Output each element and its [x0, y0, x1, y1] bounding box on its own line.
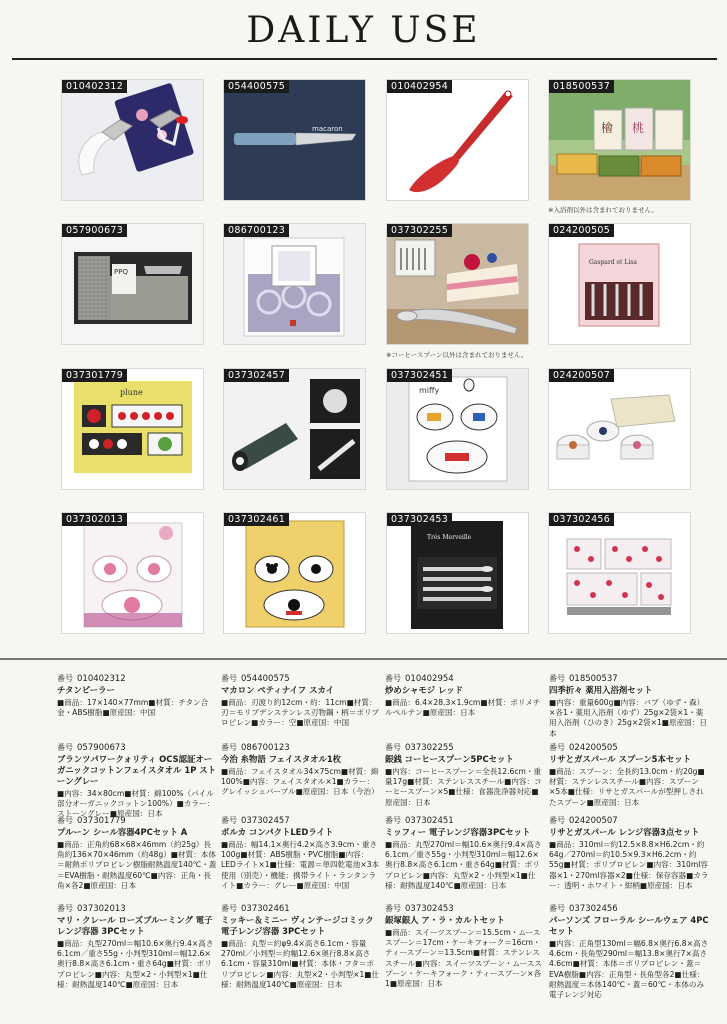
product-number-value: 010402312: [77, 674, 126, 684]
product-card-spatula[interactable]: [386, 79, 529, 201]
product-spec: ■商品：17×140×77mm■材質：チタン合金・ABS樹脂■原産国：中国: [57, 698, 209, 718]
plune-label: plune: [120, 388, 143, 397]
product-code: 037302453: [387, 513, 452, 526]
product-spec: ■内容：正角型130ml＝幅6.8×奥行6.8×高さ4.6cm・長角型290ml＝幅13.8×奥行7×高さ4.6cm■材質：本体＝ポリプロピレン・蓋＝EVA樹脂■内容：正角型・長角型各2■仕様：耐熱温度＝本体140℃・蓋＝60℃・本体のみ電子レンジ対応: [549, 939, 709, 1000]
number-label: 番号: [549, 816, 565, 825]
miffy-label: miffy: [419, 386, 440, 395]
product-card-coffee-spoons[interactable]: [386, 223, 529, 345]
bath-label-a: 檜: [601, 121, 614, 135]
product-card-lisa-containers[interactable]: [548, 368, 691, 490]
rose-containers-photo: [62, 513, 203, 633]
product-code: 024200505: [549, 224, 614, 237]
number-label: 番号: [221, 816, 237, 825]
plune-containers-photo: [62, 369, 203, 489]
product-description: [549, 742, 709, 808]
product-number: [221, 742, 381, 754]
product-number-value: 037302461: [241, 904, 290, 914]
number-label: 番号: [57, 904, 73, 913]
product-description: [221, 903, 381, 990]
product-description: [549, 903, 709, 1000]
product-code: 010402954: [387, 80, 452, 93]
product-name: マカロン ペティナイフ スカイ: [221, 685, 334, 695]
product-description: [385, 903, 545, 989]
product-number: [57, 673, 217, 685]
product-number-value: 037302453: [405, 904, 454, 914]
product-description: [57, 742, 217, 820]
product-name: 今治 糸物語 フェイスタオル1枚: [221, 754, 342, 764]
number-label: 番号: [549, 674, 565, 683]
knife-photo: [224, 80, 365, 200]
product-description: [221, 673, 381, 729]
product-description: [385, 673, 545, 718]
product-card-led-light[interactable]: [223, 368, 366, 490]
product-name: ブランツパワークォリティ OCS認証オーガニックコットンフェイスタオル 1P ストーングレー: [57, 754, 216, 786]
number-label: 番号: [221, 743, 237, 752]
product-number: [549, 673, 709, 685]
product-number: [549, 742, 709, 754]
led-light-photo: [224, 369, 365, 489]
product-number: [385, 815, 545, 827]
product-number: [549, 903, 709, 915]
product-description: [57, 903, 217, 990]
product-spec: ■商品：刃渡り約12cm・約：11cm■材質：刃＝モリブデンステンレス刃物鋼・柄＝ポリプロピレン■カラー：空■原産国：中国: [221, 698, 380, 728]
product-number-value: 037302457: [241, 816, 290, 826]
product-description: [57, 673, 217, 718]
product-name: リサとガスパール スプーン5本セット: [549, 754, 691, 764]
product-card-mickey-containers[interactable]: [223, 512, 366, 634]
organic-towel-photo: [62, 224, 203, 344]
peeler-photo: [62, 80, 203, 200]
number-label: 番号: [549, 904, 565, 913]
lisa-containers-photo: [549, 369, 690, 489]
product-code: 037302461: [224, 513, 289, 526]
number-label: 番号: [385, 904, 401, 913]
product-code: 037302456: [549, 513, 614, 526]
product-spec: ■内容：コーヒースプーン＝全長12.6cm・重量17g■材質：ステンレススチール■内容：コーヒースプーン×5■仕様：食器洗浄器対応■原産国：日本: [385, 767, 542, 807]
product-description: [221, 815, 381, 891]
product-card-rose-containers[interactable]: [61, 512, 204, 634]
product-name: 銀塚銀人 ア・ラ・カルトセット: [385, 915, 505, 925]
miffy-containers-photo: [387, 369, 528, 489]
svg-text:PPQ: PPQ: [114, 268, 128, 276]
product-card-bath-salts[interactable]: [548, 79, 691, 201]
product-card-plune-containers[interactable]: [61, 368, 204, 490]
product-spec: ■商品：310ml＝約12.5×8.8×H6.2cm・約64g／270ml＝約10.5×9.3×H6.2cm・約55g■材質：ポリプロピレン■内容：310ml容器×1・270ml容器×2■仕様：保存容器■カラー：透明・ホワイト・紺柄■原産国：日本: [549, 840, 709, 890]
product-description: [549, 815, 709, 891]
page-fold-line: [0, 658, 727, 660]
product-number-value: 054400575: [241, 674, 290, 684]
product-card-floral-sealware[interactable]: [548, 512, 691, 634]
product-card-knife[interactable]: [223, 79, 366, 201]
title-rule: [12, 58, 717, 60]
product-spec: ■商品：スイーツスプーン＝15.5cm・ムース スプーン＝17cm・ケーキフォーク＝16cm・ティースプーン＝13.5cm■材質：ステンレススチール■内容：スイーツスプーン・ムーススプーン・ケーキフォーク・ティースプーン×各1■原産国：日本: [385, 928, 542, 989]
product-number: [221, 903, 381, 915]
product-description: [57, 815, 217, 891]
number-label: 番号: [549, 743, 565, 752]
product-number: [57, 815, 217, 827]
product-code: 086700123: [224, 224, 289, 237]
number-label: 番号: [57, 743, 73, 752]
product-description: [385, 742, 545, 808]
product-number-value: 024200507: [569, 816, 618, 826]
product-spec: ■商品：丸型270ml＝幅10.6×奥行9.4×高さ6.1cm／重さ55g・小判型310ml＝幅12.6×奥行8.8×高さ6.1cm・重さ64g■材質：ポリプロピレン■内容：丸型×2・小判型×1■仕様：耐熱温度140℃■原産国：日本: [385, 840, 542, 890]
product-number-value: 018500537: [569, 674, 618, 684]
product-name: プルーン シール容器4PCセット A: [57, 827, 188, 837]
product-code: 037301779: [62, 369, 127, 382]
product-name: ミッフィー 電子レンジ容器3PCセット: [385, 827, 531, 837]
bath-note: ※入浴剤以外は含まれておりません。: [548, 206, 658, 214]
spatula-photo: [387, 80, 528, 200]
product-name: 炒めシャモジ レッド: [385, 685, 464, 695]
product-card-miffy-containers[interactable]: [386, 368, 529, 490]
number-label: 番号: [221, 904, 237, 913]
product-number-value: 086700123: [241, 743, 290, 753]
mickey-containers-photo: [224, 513, 365, 633]
product-number-value: 037302255: [405, 743, 454, 753]
product-spec: ■商品：丸型＝約φ9.4×高さ6.1cm・容量270ml／小判型＝約幅12.6×奥行8.8×高さ6.1cm・容量310ml■材質：本体・フタ＝ポリプロピレン■内容：丸型×2・小判型×1■仕様：耐熱温度140℃■原産国：日本: [221, 939, 380, 989]
number-label: 番号: [385, 743, 401, 752]
product-code: 010402312: [62, 80, 127, 93]
product-name: マリ・クレール ローズブルーミング 電子レンジ容器 3PCセット: [57, 915, 213, 936]
imabari-towel-photo: [224, 224, 365, 344]
product-name: ミッキー＆ミニー ヴィンテージコミック 電子レンジ容器 3PCセット: [221, 915, 374, 936]
number-label: 番号: [57, 674, 73, 683]
number-label: 番号: [385, 674, 401, 683]
page-title: DAILY USE: [246, 10, 481, 51]
product-number: [385, 673, 545, 685]
product-number-value: 024200505: [569, 743, 618, 753]
coffee-spoons-photo: [387, 224, 528, 344]
product-number: [385, 903, 545, 915]
bath-salts-photo: [549, 80, 690, 200]
product-card-lisa-spoons[interactable]: [548, 223, 691, 345]
product-name: 銀銭 コーヒースプーン5PCセット: [385, 754, 514, 764]
product-code: 037302457: [224, 369, 289, 382]
product-number: [57, 742, 217, 754]
product-spec: ■商品：フェイスタオル34×75cm■材質：綿100%■内容：フェイスタオル×1■カラー：グレイッシュパープル■原産国：日本（今治）: [221, 767, 379, 797]
lisa-spoons-photo: [549, 224, 690, 344]
knife-brand-label: macaron: [312, 125, 343, 133]
product-number-value: 010402954: [405, 674, 454, 684]
product-description: [549, 673, 709, 739]
product-number-value: 037301779: [77, 816, 126, 826]
product-code: 037302451: [387, 369, 452, 382]
coffee-note: ※コーヒースプーン以外は含まれておりません。: [386, 351, 528, 359]
number-label: 番号: [57, 816, 73, 825]
cutlery-set-photo: [387, 513, 528, 633]
product-spec: ■商品：スプーン：全長約13.0cm・約20g■材質：ステンレススチール■内容：スプーン×5本■仕様：リサとガスパールが型押しされたスプーン■原産国：日本: [549, 767, 705, 807]
bath-label-b: 桃: [632, 121, 645, 135]
product-spec: ■内容：重量600g■内容：バブ（ゆず・森）×各1・薬用入浴剤（ゆず）25g×2袋×1・薬用入浴剤（ひのき）25g×2袋×1■原産国：日本: [549, 698, 707, 738]
product-spec: ■商品：6.4×28.3×1.9cm■材質：ポリメチルペルテン■原産国：日本: [385, 698, 541, 718]
product-card-peeler[interactable]: [61, 79, 204, 201]
lisa-label: Gaspard et Lisa: [589, 259, 637, 266]
number-label: 番号: [385, 816, 401, 825]
product-number-value: 037302451: [405, 816, 454, 826]
product-code: 024200507: [549, 369, 614, 382]
product-card-organic-towel[interactable]: [61, 223, 204, 345]
product-description: [221, 742, 381, 798]
product-number-value: 037302013: [77, 904, 126, 914]
product-number-value: 037302456: [569, 904, 618, 914]
product-name: パーソンズ フローラル シールウェア 4PCセット: [549, 915, 709, 936]
product-spec: ■内容：34×80cm■材質：綿100%（パイル部分オーガニックコットン100%）■カラー：ストーングレー■原産国：日本: [57, 789, 215, 819]
number-label: 番号: [221, 674, 237, 683]
product-name: ポルカ コンパクトLEDライト: [221, 827, 334, 837]
product-card-imabari-towel[interactable]: [223, 223, 366, 345]
product-number: [549, 815, 709, 827]
product-name: 四季折々 薬用入浴剤セット: [549, 685, 653, 695]
product-code: 054400575: [224, 80, 289, 93]
product-number: [57, 903, 217, 915]
product-name: リサとガスパール レンジ容器3点セット: [549, 827, 700, 837]
product-description: [385, 815, 545, 891]
product-number: [221, 815, 381, 827]
product-number: [221, 673, 381, 685]
product-code: 037302255: [387, 224, 452, 237]
product-number-value: 057900673: [77, 743, 126, 753]
cutlery-brand-label: Trés Merveille: [427, 534, 472, 541]
product-spec: ■商品：丸型270ml＝幅10.6×奥行9.4×高さ6.1cm／重さ55g・小判型310ml＝幅12.6×奥行8.8×高さ6.1cm・重さ64g■材質：ポリプロピレン■内容：丸型×2・小判型×1■仕様：耐熱温度140℃■原産国：日本: [57, 939, 214, 989]
product-spec: ■商品：幅14.1×奥行4.2×高さ3.9cm・重さ100g■材質：ABS樹脂・PVC樹脂■内容：LEDライト×1■仕様：電源＝単四乾電池×3本使用（別売）・機能：携帯ライト・ランタンライト■カラー：グレー■原産国：中国: [221, 840, 380, 890]
product-card-cutlery-set[interactable]: [386, 512, 529, 634]
product-code: 057900673: [62, 224, 127, 237]
product-spec: ■商品：正角約68×68×46mm（約25g）長角約136×70×46mm（約48g）■材質：本体＝耐熱ポリプロピレン樹脂耐熱温度140℃・蓋＝EVA樹脂・耐熱温度60℃■内容：正角・長角×各2■原産国：日本: [57, 840, 217, 890]
product-code: 018500537: [549, 80, 614, 93]
product-code: 037302013: [62, 513, 127, 526]
product-number: [385, 742, 545, 754]
floral-sealware-photo: [549, 513, 690, 633]
product-name: チタンピーラー: [57, 685, 115, 695]
